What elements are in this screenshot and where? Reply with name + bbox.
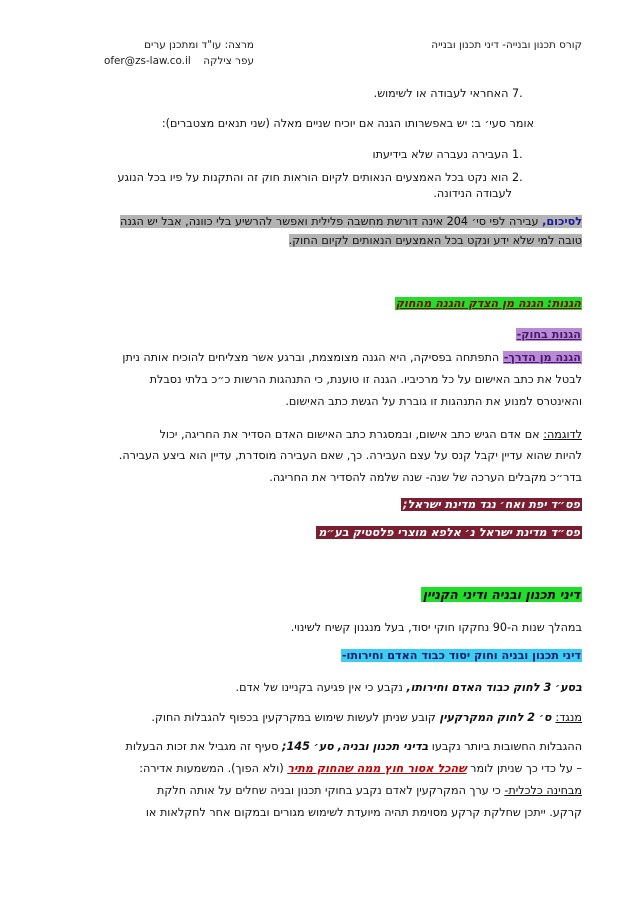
estoppel-line-1 — [122, 350, 582, 365]
example-label: לדוגמה: — [543, 428, 582, 441]
restrictions-line2-pre: – על כדי כך שניתן לומר — [466, 762, 582, 775]
case-2-text: פס״ד מדינת ישראל נ׳ אלפא מוצרי פלסטיק בע״מ — [318, 526, 580, 539]
defenses-heading — [395, 296, 582, 311]
section-3-rest: נקבע כי אין פגיעה בקניינו של אדם. — [235, 681, 407, 694]
example-line-2: להיות שהוא עדיין יקבל קנס על עצם העבירה. כך, שאם העבירה מוסדרת, עדיין הוא ביצע העבירה. — [118, 449, 582, 462]
restrictions-bold: בדיני תכנון ובניה, סע׳ 145; — [282, 740, 429, 753]
estoppel-line-2: לבטל את כתב האישום על כל מרכיביו. הגנה זו טוענת, כי התנהגות הרשות כ״כ בלתי נסבלת — [149, 373, 582, 386]
restrictions-red: שהכל אסור חוץ ממה שהחוק מתיר — [287, 762, 467, 775]
restrictions-line-2 — [139, 761, 582, 776]
list-number: .7 — [512, 87, 523, 100]
against-label: מנגד: — [555, 711, 582, 724]
law-defenses-heading-text: הגנות בחוק- — [516, 328, 581, 341]
lecturer-name: עפר צילקה — [203, 55, 254, 67]
economic-label: מבחינה כלכלית- — [504, 784, 582, 797]
summary-highlight: טובה למי שלא ידע ונקט בכל האמצעים הנאותים לקיום החוק. — [288, 234, 582, 247]
subsection-b-text: אומר סעי׳ ב: יש באפשרותו הגנה אם יוכיח שניים מאלה (שני תנאים מצטברים): — [161, 117, 534, 130]
basic-law-heading-text: דיני תכנון ובניה וחוק יסוד כבוד האדם וחירותו- — [341, 649, 581, 662]
example-line-3: בדר״כ מקבלים הערכה של שנה- שנה שלמה להסדיר את החריגה. — [269, 471, 582, 484]
list-item-7 — [374, 86, 534, 101]
against-text — [151, 710, 582, 725]
list-text: הוא נקט בכל האמצעים הנאותים לקיום הוראות חוק זה והתקנות על פיו בכל הנוגע — [117, 171, 509, 184]
restrictions-line-1 — [125, 739, 582, 754]
list-text: העבירה נעברה שלא בידיעתו — [372, 148, 509, 161]
against-bold: ס׳ 2 לחוק המקרקעין — [439, 711, 556, 724]
against-rest: קובע שניתן לעשות שימוש במקרקעין בכפוף להגבלות החוק. — [151, 711, 440, 724]
law-defenses-heading — [516, 327, 582, 342]
summary-text: עבירה לפי סי׳ 204 אינה דורשת מחשבה פלילית ואפשר להרשיע בלי כוונה, אבל יש הגנה — [120, 215, 543, 228]
summary-label: לסיכום, — [542, 215, 582, 228]
estoppel-text: התפתחה בפסיקה, היא הגנה מצומצמת, וברגע אשר מצליחים להוכיח אותה ניתן — [122, 351, 503, 364]
restrictions-line-4: קרקע. ייתכן שחלקת קרקע מסוימת תהיה מיועדת לשימוש מגורים ובמקום אחר לחקלאות או — [145, 806, 582, 819]
lecturer-title: מרצה: עו"ד ומתכנן ערים — [144, 39, 254, 51]
section-title — [421, 587, 582, 603]
list-number: .1 — [512, 148, 523, 161]
list-number: .2 — [512, 171, 523, 184]
restrictions-pre: ההגבלות החשובות ביותר נקבעו — [428, 740, 582, 753]
section-title-text: דיני תכנון ובניה ודיני הקניין — [422, 587, 580, 602]
summary-line-2 — [289, 233, 582, 248]
summary-line-1 — [120, 214, 582, 229]
section-3-text — [236, 680, 582, 695]
case-1 — [401, 497, 582, 512]
case-2 — [316, 525, 582, 540]
basic-law-heading — [341, 648, 582, 663]
restrictions-line2-post: (ולא הפוך). המשמעות אדירה: — [139, 762, 288, 775]
estoppel-label: הגנה מן הדרך- — [503, 351, 581, 364]
course-title: קורס תכנון ובנייה- דיני תכנון ובנייה — [431, 39, 582, 51]
example-text: אם אדם הגיש כתב אישום, ובמסגרת כתב האישום האדם הסדיר את החריגה, יכול — [159, 428, 544, 441]
summary-highlight — [120, 215, 582, 228]
nineties-text: במהלך שנות ה-90 נחקקו חוקי יסוד, בעל מנגנון קשיח לשינוי. — [290, 621, 582, 634]
lecturer-email[interactable]: ofer@zs-law.co.il — [104, 55, 191, 67]
restrictions-line-3 — [157, 783, 582, 798]
estoppel-line-3: והאינטרס למנוע את התנהגות זו גוברת על הגשת כתב האישום. — [285, 395, 582, 408]
defenses-heading-text: הגנות: הגנה מן הצדק והגנה מהחוק — [395, 297, 581, 310]
example-line-1 — [160, 427, 582, 442]
case-1-text: פס״ד יפת ואח׳ נגד מדינת ישראל; — [402, 498, 580, 511]
section-3-prefix: בסע׳ 3 לחוק כבוד האדם וחירותו, — [406, 681, 582, 694]
list-item-1 — [373, 147, 534, 162]
list-item-2-continued: לעבודה הנידונה. — [433, 187, 512, 200]
restrictions-post: סעיף זה מגביל את זכות הבעלות — [125, 740, 283, 753]
list-text: האחראי לעבודה או לשימוש. — [373, 87, 509, 100]
list-item-2 — [117, 170, 534, 185]
economic-text: כי ערך המקרקעין לאדם נקבע בחוקי תכנון ובניה שחלים על אותה חלקת — [157, 784, 505, 797]
